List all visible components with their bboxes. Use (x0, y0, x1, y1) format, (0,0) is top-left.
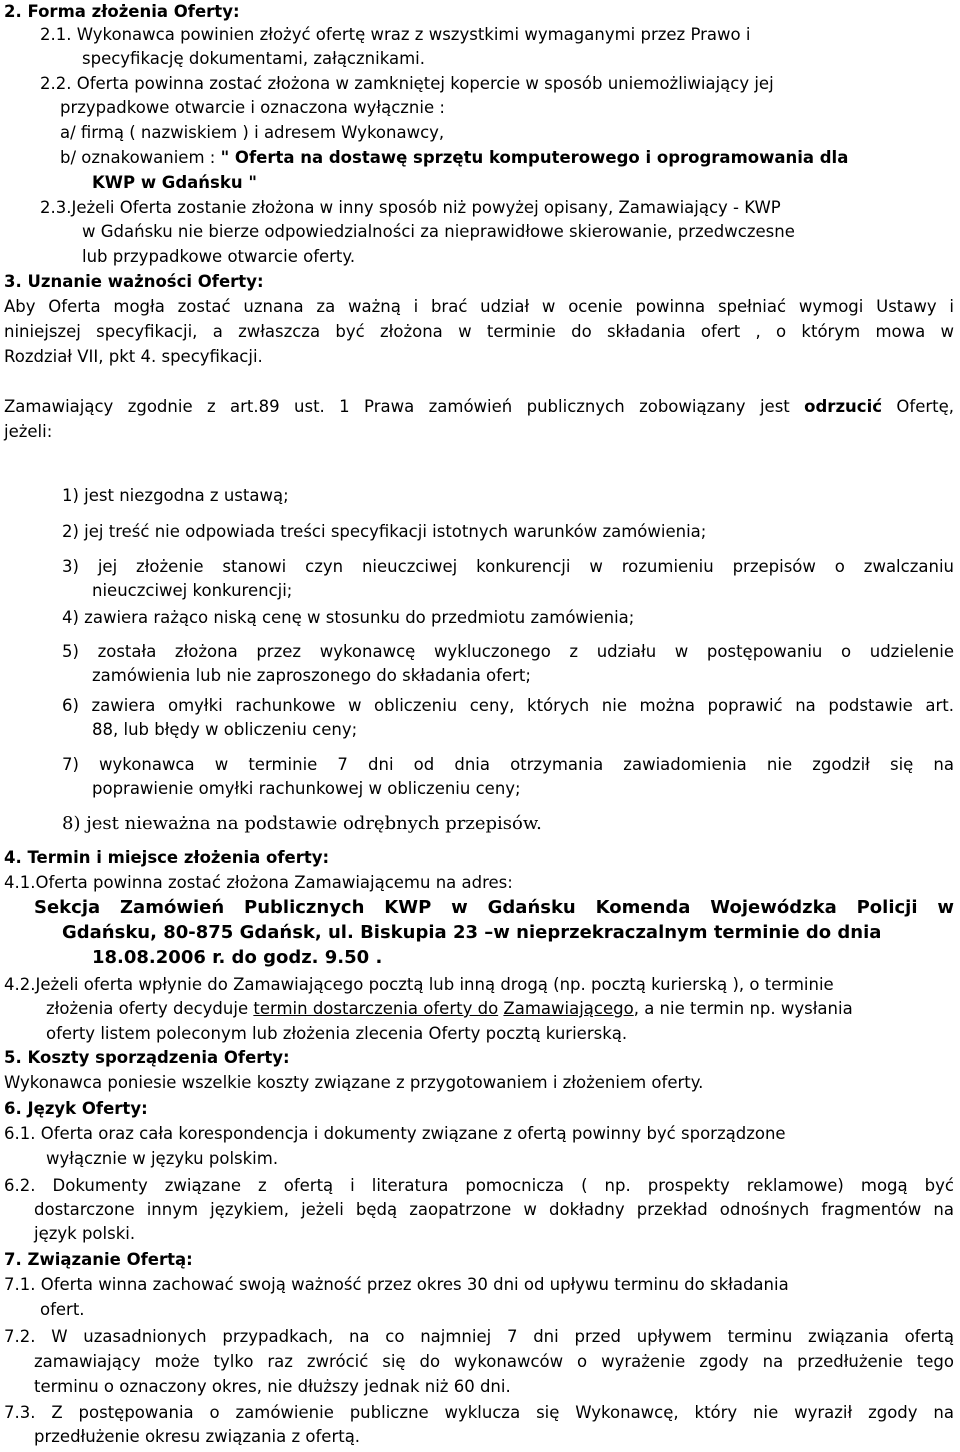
deadline-delivery: termin dostarczenia oferty do (253, 999, 499, 1018)
paragraph-2-3-line-1: 2.3.Jeżeli Oferta zostanie złożona w inny sposób niż powyżej opisany, Zamawiający - KWP (40, 198, 781, 217)
paragraph-2-1-line-1: 2.1. Wykonawca powinien złożyć ofertę wraz z wszystkimi wymaganymi przez Prawo i (40, 25, 751, 44)
section-5-heading: 5. Koszty sporządzenia Oferty: (4, 1048, 290, 1067)
paragraph-2-2-line-1: 2.2. Oferta powinna zostać złożona w zamkniętej kopercie w sposób uniemożliwiający jej (40, 74, 774, 93)
paragraph-4-2-line-1: 4.2.Jeżeli oferta wpłynie do Zamawiającego pocztą lub inną drogą (np. pocztą kurierską ), o terminie (4, 975, 834, 994)
paragraph-7-3-line-1: 7.3. Z postępowania o zamówienie publiczne wyklucza się Wykonawcę, który nie wyraził zgody na (4, 1403, 954, 1422)
paragraph-5: Wykonawca poniesie wszelkie koszty związane z przygotowaniem i złożeniem oferty. (4, 1073, 704, 1092)
paragraph-7-2-line-1: 7.2. W uzasadnionych przypadkach, na co najmniej 7 dni przed upływem terminu związania ofertą (4, 1327, 954, 1346)
paragraph-7-1-line-1: 7.1. Oferta winna zachować swoją ważność przez okres 30 dni od upływu terminu do składania (4, 1275, 789, 1294)
section-4-heading: 4. Termin i miejsce złożenia oferty: (4, 848, 330, 867)
paragraph-2-2-line-2: przypadkowe otwarcie i oznaczona wyłącznie : (60, 98, 445, 117)
paragraph-7-2-line-2: zamawiający może tylko raz zwrócić się do wykonawców o wyrażenie zgody na przedłużenie tego (34, 1352, 954, 1371)
reject-item-6-line-2: 88, lub błędy w obliczeniu ceny; (92, 720, 358, 739)
reject-item-8: 8) jest nieważna na podstawie odrębnych przepisów. (62, 813, 542, 834)
reject-keyword: odrzucić (804, 397, 883, 416)
reject-item-3-line-2: nieuczciwej konkurencji; (92, 581, 293, 600)
paragraph-2-3-line-3: lub przypadkowe otwarcie oferty. (82, 247, 356, 266)
section-7-heading: 7. Związanie Ofertą: (4, 1250, 193, 1269)
paragraph-6-2-line-2: dostarczone innym językiem, jeżeli będą zaopatrzone w dokładny przekład odnośnych fragmentów na (34, 1200, 954, 1219)
reject-item-4: 4) zawiera rażąco niską cenę w stosunku do przedmiotu zamówienia; (62, 608, 635, 627)
reject-item-2: 2) jej treść nie odpowiada treści specyfikacji istotnych warunków zamówienia; (62, 522, 707, 541)
paragraph-3-line-2: niniejszej specyfikacji, a zwłaszcza być złożona w terminie do składania ofert , o którym mowa w (4, 322, 954, 341)
paragraph-3-reject-line-1 (4, 395, 954, 419)
address-line-3: 18.08.2006 r. do godz. 9.50 . (92, 947, 383, 968)
paragraph-7-3-line-2: przedłużenie okresu związania z ofertą. (34, 1427, 361, 1446)
paragraph-2-3-line-2: w Gdańsku nie bierze odpowiedzialności za nieprawidłowe skierowanie, przedwczesne (82, 222, 795, 241)
marking-label: b/ oznakowaniem : (60, 148, 221, 167)
deadline-intro: złożenia oferty decyduje (46, 999, 254, 1018)
paragraph-6-1-line-2: wyłącznie w języku polskim. (46, 1149, 279, 1168)
deadline-recipient: Zamawiającego (503, 999, 634, 1018)
reject-item-1: 1) jest niezgodna z ustawą; (62, 486, 289, 505)
paragraph-3-reject-line-2: jeżeli: (4, 422, 53, 441)
paragraph-6-1-line-1: 6.1. Oferta oraz cała korespondencja i dokumenty związane z ofertą powinny być sporządzone (4, 1124, 786, 1143)
address-line-1: Sekcja Zamówień Publicznych KWP w Gdańsku Komenda Wojewódzka Policji w (34, 897, 954, 918)
deadline-tail: , a nie termin np. wysłania (633, 999, 853, 1018)
reject-item-6-line-1: 6) zawiera omyłki rachunkowe w obliczeniu ceny, których nie można poprawić na podstawie art. (62, 696, 954, 715)
reject-item-7-line-1: 7) wykonawca w terminie 7 dni od dnia otrzymania zawiadomienia nie zgodził się na (62, 755, 954, 774)
marking-text: " Oferta na dostawę sprzętu komputerowego i oprogramowania dla (220, 148, 849, 167)
section-2-heading: 2. Forma złożenia Oferty: (4, 2, 240, 21)
paragraph-2-1-line-2: specyfikację dokumentami, załącznikami. (82, 49, 425, 68)
reject-item-7-line-2: poprawienie omyłki rachunkowej w obliczeniu ceny; (92, 779, 521, 798)
paragraph-7-1-line-2: ofert. (40, 1300, 85, 1319)
paragraph-3-line-1: Aby Oferta mogła zostać uznana za ważną i brać udział w ocenie powinna spełniać wymogi Ustawy i (4, 297, 954, 316)
paragraph-3-line-3: Rozdział VII, pkt 4. specyfikacji. (4, 347, 263, 366)
reject-item-3-line-1: 3) jej złożenie stanowi czyn nieuczciwej konkurencji w rozumieniu przepisów o zwalczaniu (62, 557, 954, 576)
reject-item-5-line-1: 5) została złożona przez wykonawcę wykluczonego z udziału w postępowaniu o udzielenie (62, 642, 954, 661)
paragraph-7-2-line-3: terminu o oznaczony okres, nie dłuższy jednak niż 60 dni. (34, 1377, 511, 1396)
reject-tail: Ofertę, (882, 397, 954, 416)
paragraph-6-2-line-3: język polski. (34, 1224, 136, 1243)
section-6-heading: 6. Język Oferty: (4, 1099, 148, 1118)
section-3-heading: 3. Uznanie ważności Oferty: (4, 272, 264, 291)
paragraph-6-2-line-1: 6.2. Dokumenty związane z ofertą i literatura pomocnicza ( np. prospekty reklamowe) mogą być (4, 1176, 954, 1195)
paragraph-4-2-line-3: oferty listem poleconym lub złożenia zlecenia Oferty pocztą kurierską. (46, 1024, 628, 1043)
reject-item-5-line-2: zamówienia lub nie zaproszonego do składania ofert; (92, 666, 531, 685)
reject-intro: Zamawiający zgodnie z art.89 ust. 1 Prawa zamówień publicznych zobowiązany jest (4, 397, 805, 416)
address-line-2: Gdańsku, 80-875 Gdańsk, ul. Biskupia 23 –w nieprzekraczalnym terminie do dnia (62, 922, 882, 943)
paragraph-4-2-line-2 (46, 997, 853, 1021)
paragraph-4-1: 4.1.Oferta powinna zostać złożona Zamawiającemu na adres: (4, 873, 513, 892)
paragraph-2-2-line-5: KWP w Gdańsku " (92, 173, 257, 192)
paragraph-2-2-line-4 (60, 146, 848, 170)
paragraph-2-2-line-3: a/ firmą ( nazwiskiem ) i adresem Wykonawcy, (60, 123, 445, 142)
